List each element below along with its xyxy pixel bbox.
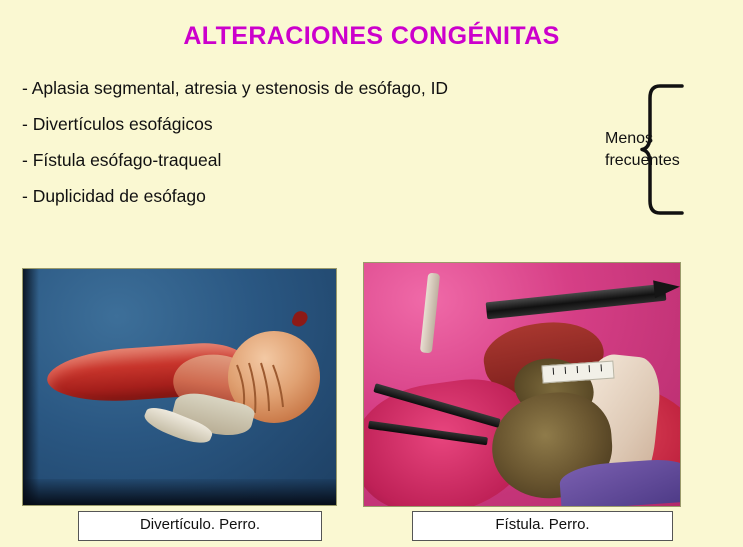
- bullet-list: [22, 78, 582, 222]
- list-item: - Fístula esófago-traqueal: [22, 150, 222, 170]
- photo-shadow-left: [23, 269, 39, 505]
- list-item: - Divertículos esofágicos: [22, 114, 213, 134]
- list-item: - Duplicidad de esófago: [22, 186, 206, 206]
- fistula-photo: [363, 262, 681, 507]
- surgical-instrument-tip: [653, 278, 681, 299]
- photo-shadow-bottom: [23, 479, 336, 505]
- annotation-menos-frecuentes: [605, 128, 680, 171]
- list-item: - Aplasia segmental, atresia y estenosis de esófago, ID: [22, 78, 449, 98]
- figure-caption-left: Divertículo. Perro.: [78, 511, 322, 541]
- diverticulum-photo: [22, 268, 337, 506]
- page-title: ALTERACIONES CONGÉNITAS: [183, 22, 560, 50]
- annotation-line-1: Menos: [605, 130, 654, 147]
- figure-caption-right: Fístula. Perro.: [412, 511, 673, 541]
- annotation-line-2: frecuentes: [605, 151, 680, 169]
